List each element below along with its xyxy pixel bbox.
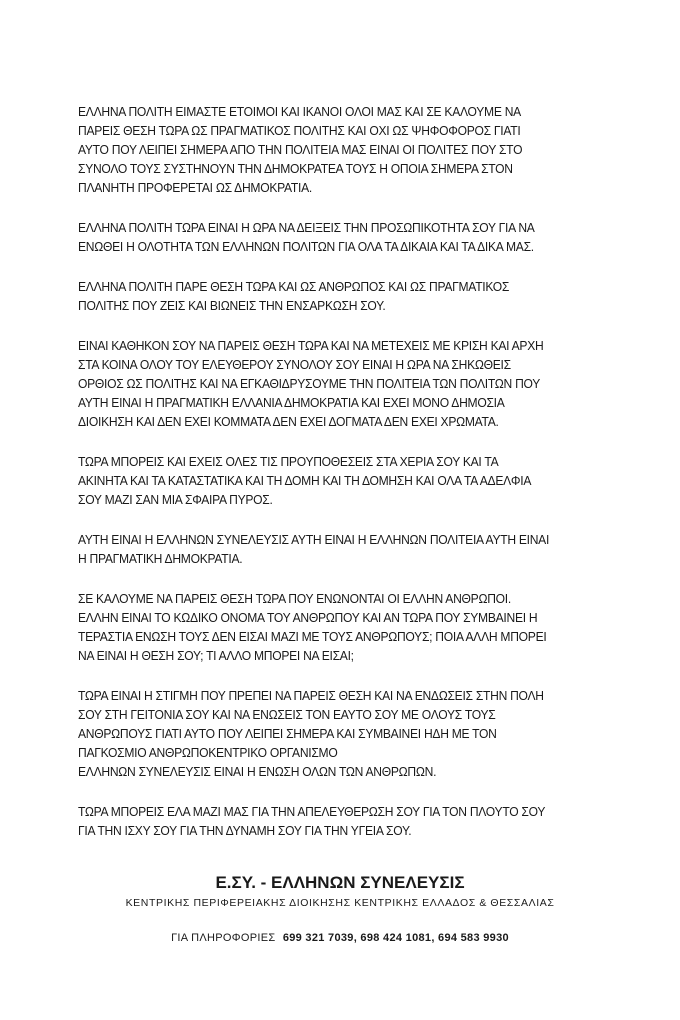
paragraph xyxy=(78,336,618,431)
contact-label: ΓΙΑ ΠΛΗΡΟΦΟΡΙΕΣ xyxy=(171,932,276,944)
text-line: ΤΕΡΑΣΤΙΑ ΕΝΩΣΗ ΤΟΥΣ ΔΕΝ ΕΙΣΑΙ ΜΑΖΙ ΜΕ ΤΟΥΣ ΑΝΘΡΩΠΟΥΣ; ΠΟΙΑ ΑΛΛΗ ΜΠΟΡΕΙ xyxy=(78,629,547,644)
paragraph xyxy=(78,686,618,781)
text-line: ΑΥΤΗ ΕΙΝΑΙ Η ΠΡΑΓΜΑΤΙΚΗ ΕΛΛΑΝΙΑ ΔΗΜΟΚΡΑΤΙΑ ΚΑΙ ΕΧΕΙ ΜΟΝΟ ΔΗΜΟΣΙΑ xyxy=(78,395,505,410)
paragraph xyxy=(78,277,618,315)
text-line: ΠΑΓΚΟΣΜΙΟ ΑΝΘΡΩΠΟΚΕΝΤΡΙΚΟ ΟΡΓΑΝΙΣΜΟ xyxy=(78,745,338,760)
text-line: ΕΛΛΗΝΑ ΠΟΛΙΤΗ ΠΑΡΕ ΘΕΣΗ ΤΩΡΑ ΚΑΙ ΩΣ ΑΝΘΡΩΠΟΣ ΚΑΙ ΩΣ ΠΡΑΓΜΑΤΙΚΟΣ xyxy=(78,279,510,294)
text-line: ΤΩΡΑ ΜΠΟΡΕΙΣ ΕΛΑ ΜΑΖΙ ΜΑΣ ΓΙΑ ΤΗΝ ΑΠΕΛΕΥΘΕΡΩΣΗ ΣΟΥ ΓΙΑ ΤΟΝ ΠΛΟΥΤΟ ΣΟΥ xyxy=(78,804,546,819)
text-line: ΑΚΙΝΗΤΑ ΚΑΙ ΤΑ ΚΑΤΑΣΤΑΤΙΚΑ ΚΑΙ ΤΗ ΔΟΜΗ ΚΑΙ ΤΗ ΔΟΜΗΣΗ ΚΑΙ ΟΛΑ ΤΑ ΑΔΕΛΦΙΑ xyxy=(78,473,532,488)
text-line: ΤΩΡΑ ΕΙΝΑΙ Η ΣΤΙΓΜΗ ΠΟΥ ΠΡΕΠΕΙ ΝΑ ΠΑΡΕΙΣ ΘΕΣΗ ΚΑΙ ΝΑ ΕΝΔΩΣΕΙΣ ΣΤΗΝ ΠΟΛΗ xyxy=(78,688,544,703)
text-line: ΔΙΟΙΚΗΣΗ ΚΑΙ ΔΕΝ ΕΧΕΙ ΚΟΜΜΑΤΑ ΔΕΝ ΕΧΕΙ ΔΟΓΜΑΤΑ ΔΕΝ ΕΧΕΙ ΧΡΩΜΑΤΑ. xyxy=(78,414,499,429)
text-line: ΑΥΤΟ ΠΟΥ ΛΕΙΠΕΙ ΣΗΜΕΡΑ ΑΠΟ ΤΗΝ ΠΟΛΙΤΕΙΑ ΜΑΣ ΕΙΝΑΙ ΟΙ ΠΟΛΙΤΕΣ ΠΟΥ ΣΤΟ xyxy=(78,142,523,157)
text-line: ΕΛΛΗΝΑ ΠΟΛΙΤΗ ΕΙΜΑΣΤΕ ΕΤΟΙΜΟΙ ΚΑΙ ΙΚΑΝΟΙ ΟΛΟΙ ΜΑΣ ΚΑΙ ΣΕ ΚΑΛΟΥΜΕ ΝΑ xyxy=(78,104,521,119)
contact-phone-numbers: 699 321 7039, 698 424 1081, 694 583 9930 xyxy=(282,932,509,944)
text-line: ΠΟΛΙΤΗΣ ΠΟΥ ΖΕΙΣ ΚΑΙ ΒΙΩΝΕΙΣ ΤΗΝ ΕΝΣΑΡΚΩΣΗ ΣΟΥ. xyxy=(78,298,386,313)
text-line: ΑΥΤΗ ΕΙΝΑΙ Η ΕΛΛΗΝΩΝ ΣΥΝΕΛΕΥΣΙΣ ΑΥΤΗ ΕΙΝΑΙ Η ΕΛΛΗΝΩΝ ΠΟΛΙΤΕΙΑ ΑΥΤΗ ΕΙΝΑΙ xyxy=(78,532,550,547)
paragraph xyxy=(78,218,618,256)
text-line: ΕΛΛΗΝΑ ΠΟΛΙΤΗ ΤΩΡΑ ΕΙΝΑΙ Η ΩΡΑ ΝΑ ΔΕΙΞΕΙΣ ΤΗΝ ΠΡΟΣΩΠΙΚΟΤΗΤΑ ΣΟΥ ΓΙΑ ΝΑ xyxy=(78,220,535,235)
text-line: ΠΑΡΕΙΣ ΘΕΣΗ ΤΩΡΑ ΩΣ ΠΡΑΓΜΑΤΙΚΟΣ ΠΟΛΙΤΗΣ ΚΑΙ ΟΧΙ ΩΣ ΨΗΦΟΦΟΡΟΣ ΓΙΑΤΙ xyxy=(78,123,521,138)
contact-info xyxy=(0,930,680,946)
text-line: ΣΟΥ ΣΤΗ ΓΕΙΤΟΝΙΑ ΣΟΥ ΚΑΙ ΝΑ ΕΝΩΣΕΙΣ ΤΟΝ ΕΑΥΤΟ ΣΟΥ ΜΕ ΟΛΟΥΣ ΤΟΥΣ xyxy=(78,707,496,722)
paragraph xyxy=(78,589,618,665)
text-line: ΤΩΡΑ ΜΠΟΡΕΙΣ ΚΑΙ ΕΧΕΙΣ ΟΛΕΣ ΤΙΣ ΠΡΟΥΠΟΘΕΣΕΙΣ ΣΤΑ ΧΕΡΙΑ ΣΟΥ ΚΑΙ ΤΑ xyxy=(78,454,499,469)
paragraph xyxy=(78,102,618,197)
text-line: ΕΝΩΘΕΙ Η ΟΛΟΤΗΤΑ ΤΩΝ ΕΛΛΗΝΩΝ ΠΟΛΙΤΩΝ ΓΙΑ ΟΛΑ ΤΑ ΔΙΚΑΙΑ ΚΑΙ ΤΑ ΔΙΚΑ ΜΑΣ. xyxy=(78,239,534,254)
text-line: ΓΙΑ ΤΗΝ ΙΣΧΥ ΣΟΥ ΓΙΑ ΤΗΝ ΔΥΝΑΜΗ ΣΟΥ ΓΙΑ ΤΗΝ ΥΓΕΙΑ ΣΟΥ. xyxy=(78,823,412,838)
text-line: ΕΛΛΗΝΩΝ ΣΥΝΕΛΕΥΣΙΣ ΕΙΝΑΙ Η ΕΝΩΣΗ ΟΛΩΝ ΤΩΝ ΑΝΘΡΩΠΩΝ. xyxy=(78,764,437,779)
organization-subtitle: ΚΕΝΤΡΙΚΗΣ ΠΕΡΙΦΕΡΕΙΑΚΗΣ ΔΙΟΙΚΗΣΗΣ ΚΕΝΤΡΙΚΗΣ ΕΛΛΑΔΟΣ & ΘΕΣΣΑΛΙΑΣ xyxy=(125,897,555,909)
text-line: ΣΕ ΚΑΛΟΥΜΕ ΝΑ ΠΑΡΕΙΣ ΘΕΣΗ ΤΩΡΑ ΠΟΥ ΕΝΩΝΟΝΤΑΙ ΟΙ ΕΛΛΗΝ ΑΝΘΡΩΠΟΙ. xyxy=(78,591,511,606)
paragraph xyxy=(78,452,618,509)
text-line: ΑΝΘΡΩΠΟΥΣ ΓΙΑΤΙ ΑΥΤΟ ΠΟΥ ΛΕΙΠΕΙ ΣΗΜΕΡΑ ΚΑΙ ΣΥΜΒΑΙΝΕΙ ΗΔΗ ΜΕ ΤΟΝ xyxy=(78,726,497,741)
text-line: ΟΡΘΙΟΣ ΩΣ ΠΟΛΙΤΗΣ ΚΑΙ ΝΑ ΕΓΚΑΘΙΔΡΥΣΟΥΜΕ ΤΗΝ ΠΟΛΙΤΕΙΑ ΤΩΝ ΠΟΛΙΤΩΝ ΠΟΥ xyxy=(78,376,541,391)
text-line: ΣΤΑ ΚΟΙΝΑ ΟΛΟΥ ΤΟΥ ΕΛΕΥΘΕΡΟΥ ΣΥΝΟΛΟΥ ΣΟΥ ΕΙΝΑΙ Η ΩΡΑ ΝΑ ΣΗΚΩΘΕΙΣ xyxy=(78,357,511,372)
text-line: Η ΠΡΑΓΜΑΤΙΚΗ ΔΗΜΟΚΡΑΤΙΑ. xyxy=(78,551,243,566)
text-line: ΣΥΝΟΛΟ ΤΟΥΣ ΣΥΣΤΗΝΟΥΝ ΤΗΝ ΔΗΜΟΚΡΑΤΕΑ ΤΟΥΣ Η ΟΠΟΙΑ ΣΗΜΕΡΑ ΣΤΟΝ xyxy=(78,161,513,176)
text-line: ΕΛΛΗΝ ΕΙΝΑΙ ΤΟ ΚΩΔΙΚΟ ΟΝΟΜΑ ΤΟΥ ΑΝΘΡΩΠΟΥ ΚΑΙ ΑΝ ΤΩΡΑ ΠΟΥ ΣΥΜΒΑΙΝΕΙ Η xyxy=(78,610,538,625)
paragraph xyxy=(78,530,618,568)
text-line: ΠΛΑΝΗΤΗ ΠΡΟΦΕΡΕΤΑΙ ΩΣ ΔΗΜΟΚΡΑΤΙΑ. xyxy=(78,180,312,195)
text-line: ΝΑ ΕΙΝΑΙ Η ΘΕΣΗ ΣΟΥ; ΤΙ ΑΛΛΟ ΜΠΟΡΕΙ ΝΑ ΕΙΣΑΙ; xyxy=(78,648,354,663)
paragraph xyxy=(78,802,618,840)
body-text xyxy=(78,102,618,861)
text-line: ΣΟΥ ΜΑΖΙ ΣΑΝ ΜΙΑ ΣΦΑΙΡΑ ΠΥΡΟΣ. xyxy=(78,492,273,507)
organization-title: Ε.ΣΥ. - ΕΛΛΗΝΩΝ ΣΥΝΕΛΕΥΣΙΣ xyxy=(215,873,465,892)
text-line: ΕΙΝΑΙ ΚΑΘΗΚΟΝ ΣΟΥ ΝΑ ΠΑΡΕΙΣ ΘΕΣΗ ΤΩΡΑ ΚΑΙ ΝΑ ΜΕΤΕΧΕΙΣ ΜΕ ΚΡΙΣΗ ΚΑΙ ΑΡΧΗ xyxy=(78,338,544,353)
